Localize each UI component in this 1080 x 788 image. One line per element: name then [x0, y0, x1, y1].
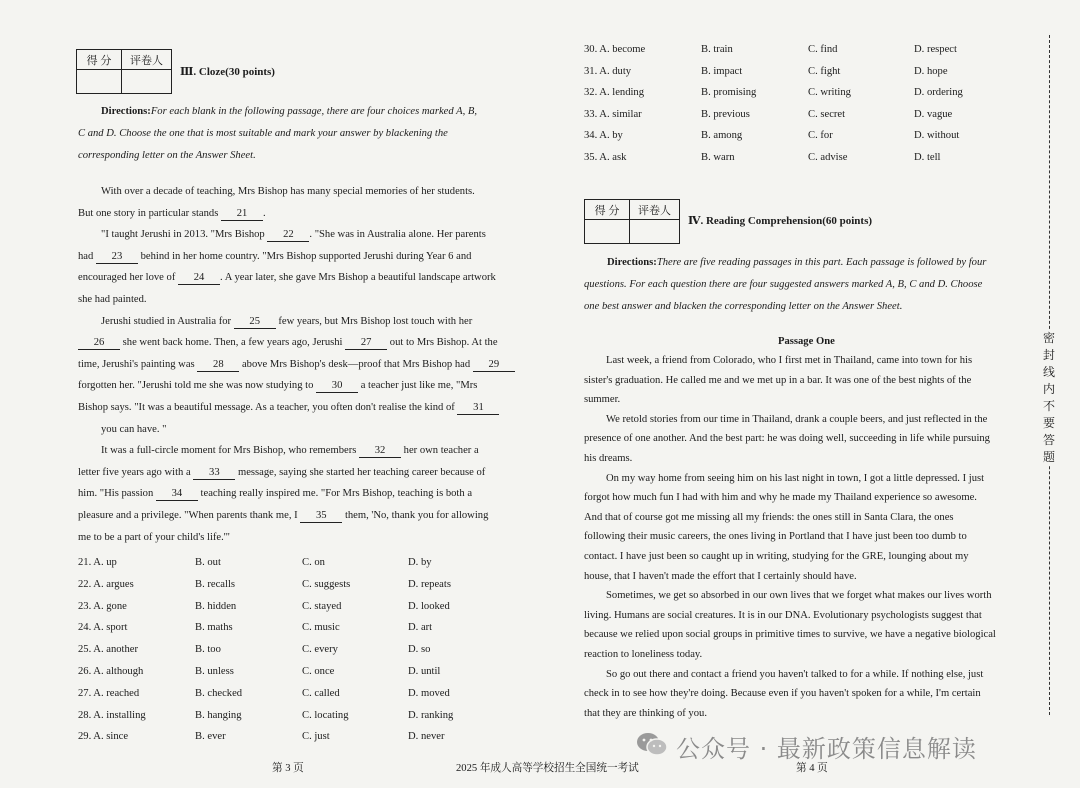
answer-option: D. respect — [914, 44, 957, 55]
answer-option: C. just — [302, 731, 330, 743]
answer-option: C. for — [808, 130, 833, 141]
cloze-blank: 30 — [316, 380, 358, 393]
directions-line: For each blank in the following passage, there are four choices marked A, B, — [150, 106, 478, 117]
passage-line — [78, 208, 266, 221]
question-option-a: 28. A. installing — [78, 709, 146, 721]
passage-text: teaching really inspired me. "For Mrs Bishop, teaching is both a — [197, 488, 473, 500]
answer-option: C. music — [302, 622, 340, 634]
answer-option: B. train — [701, 44, 733, 55]
passage-text: forgotten her. "Jerushi told me she was now studying to — [78, 380, 317, 392]
question-option-a: 27. A. reached — [78, 687, 140, 699]
score-label: 得 分 — [77, 50, 122, 70]
passage-line: On my way home from seeing him on his last night in town, I got a little depressed. I just — [606, 472, 985, 484]
directions-label: Directions: — [101, 106, 151, 117]
answer-option: C. stayed — [302, 600, 342, 612]
answer-option: C. suggests — [302, 578, 351, 590]
passage-line — [78, 359, 515, 372]
score-cell — [585, 220, 630, 244]
directions-line: C and D. Choose the one that is most suitable and mark your answer by blackening the — [78, 128, 448, 139]
passage-title: Passage One — [778, 336, 835, 347]
passage-line — [78, 380, 477, 393]
watermark — [636, 728, 977, 764]
passage-text: But one story in particular stands — [78, 207, 221, 219]
passage-line — [78, 510, 488, 523]
passage-text: behind in her home country. "Mrs Bishop supported Jerushi during Year 6 and — [137, 250, 472, 262]
answer-option: D. hope — [914, 65, 948, 77]
answer-option: D. ordering — [914, 87, 963, 98]
answer-option: C. every — [302, 644, 338, 656]
passage-line — [78, 402, 499, 415]
cloze-blank: 21 — [221, 208, 263, 221]
answer-option: B. hidden — [195, 600, 237, 612]
passage-text: letter five years ago with a — [78, 466, 194, 478]
cloze-blank: 27 — [345, 337, 387, 350]
section-title-cloze: Ⅲ. Cloze(30 points) — [180, 66, 275, 78]
question-option-a: 31. A. duty — [584, 65, 632, 77]
answer-option: C. find — [808, 44, 838, 55]
answer-option: B. among — [701, 130, 743, 141]
seal-line-note: 密封线内不要答题 — [1040, 330, 1058, 466]
question-option-a: 23. A. gone — [78, 600, 127, 612]
cloze-blank: 29 — [473, 359, 515, 372]
passage-text: time, Jerushi's painting was — [78, 358, 198, 370]
question-option-a: 33. A. similar — [584, 108, 642, 120]
answer-option: C. writing — [808, 87, 851, 98]
question-option-a: 35. A. ask — [584, 151, 627, 163]
cloze-blank: 28 — [197, 359, 239, 372]
section-title-reading: Ⅳ. Reading Comprehension(60 points) — [688, 215, 873, 227]
directions-line: one best answer and blacken the corresponding letter on the Answer Sheet. — [584, 301, 903, 312]
page-number-right: 第 4 页 — [796, 763, 828, 774]
passage-text: . "She was in Australia alone. Her parents — [309, 229, 486, 241]
answer-option: D. until — [408, 666, 441, 677]
answer-option: B. too — [195, 644, 221, 656]
passage-text: me to be a part of your child's life.'" — [78, 531, 230, 543]
cloze-blank: 32 — [359, 445, 401, 458]
exam-title-footer: 2025 年成人高等学校招生全国统一考试 — [456, 763, 639, 774]
passage-text: Bishop says. "It was a beautiful message. As a teacher, you often don't realise the kind of — [78, 402, 458, 413]
question-option-a: 30. A. become — [584, 44, 646, 55]
answer-option: D. without — [914, 130, 960, 141]
passage-text: them, 'No, thank you for allowing — [342, 510, 489, 521]
passage-text: she had painted. — [78, 294, 147, 305]
question-option-a: 26. A. although — [78, 666, 144, 677]
answer-option: D. tell — [914, 151, 941, 163]
passage-line: sister's graduation. He called me and we met up in a bar. It was one of the best nights of the — [584, 374, 972, 386]
passage-text: a teacher just like me, "Mrs — [358, 380, 478, 392]
passage-line — [78, 337, 498, 350]
passage-line — [101, 229, 486, 242]
grader-label: 评卷人 — [630, 200, 680, 220]
passage-line — [78, 272, 496, 285]
question-option-a: 34. A. by — [584, 130, 623, 141]
answer-option: B. recalls — [195, 578, 236, 590]
answer-option: D. ranking — [408, 709, 454, 721]
question-option-a: 32. A. lending — [584, 87, 645, 98]
passage-text: him. "His passion — [78, 488, 156, 500]
grader-label: 评卷人 — [122, 50, 172, 70]
passage-text: had — [78, 250, 96, 262]
cloze-blank: 22 — [267, 229, 309, 242]
passage-line: We retold stories from our time in Thailand, drank a couple beers, and just reflected in the — [606, 413, 988, 425]
passage-text: . — [263, 207, 266, 219]
directions-line: corresponding letter on the Answer Sheet. — [78, 150, 256, 161]
answer-option: B. promising — [701, 87, 757, 98]
answer-option: D. by — [408, 557, 432, 568]
question-option-a: 21. A. up — [78, 557, 117, 568]
passage-line — [78, 251, 471, 264]
passage-text: Jerushi studied in Australia for — [101, 315, 234, 327]
directions-line: There are five reading passages in this part. Each passage is followed by four — [656, 257, 987, 268]
score-box-left — [76, 49, 172, 94]
wechat-icon — [636, 731, 668, 762]
answer-option: B. impact — [701, 65, 743, 77]
passage-line: summer. — [584, 394, 621, 406]
passage-line: contact. I have just been so caught up in writing, studying for the GRE, lounging about my — [584, 551, 969, 562]
directions-line: questions. For each question there are four suggested answers marked A, B, C and D. Choose — [584, 279, 983, 290]
passage-line — [78, 488, 472, 501]
answer-option: B. out — [195, 557, 221, 568]
grader-cell — [630, 220, 680, 244]
answer-option: D. so — [408, 644, 431, 656]
passage-text: message, saying she started her teaching career because of — [235, 466, 486, 478]
passage-line — [101, 316, 472, 329]
question-option-a: 24. A. sport — [78, 622, 128, 634]
answer-option: D. moved — [408, 687, 450, 699]
answer-option: B. previous — [701, 108, 750, 120]
cloze-blank: 33 — [193, 467, 235, 480]
passage-line — [101, 186, 475, 197]
cloze-blank: 25 — [234, 316, 276, 329]
answer-option: B. maths — [195, 622, 233, 634]
answer-option: D. vague — [914, 108, 953, 120]
passage-line: his dreams. — [584, 453, 633, 464]
passage-line: house, that I haven't made the effort that I certainly should have. — [584, 570, 857, 582]
passage-line — [101, 445, 479, 458]
answer-option: C. once — [302, 666, 335, 677]
passage-text: above Mrs Bishop's desk—proof that Mrs Bishop had — [239, 358, 473, 370]
grader-cell — [122, 70, 172, 94]
answer-option: C. fight — [808, 65, 841, 77]
answer-option: B. hanging — [195, 709, 242, 721]
score-box-right — [584, 199, 680, 244]
passage-line: And that of course got me missing all my friends: the ones still in Santa Clara, the ones — [584, 511, 954, 523]
passage-line: following their music careers, the ones living in Portland that I have just been too dumb to — [584, 531, 967, 543]
passage-line: So go out there and contact a friend you haven't talked to for a while. If nothing else, just — [606, 668, 984, 680]
answer-option: D. repeats — [408, 578, 451, 590]
passage-text: . A year later, she gave Mrs Bishop a beautiful landscape artwork — [220, 272, 496, 284]
passage-line: reaction to loneliness today. — [584, 649, 703, 660]
passage-text: out to Mrs Bishop. At the — [387, 337, 498, 349]
answer-option: D. never — [408, 731, 445, 743]
answer-option: C. on — [302, 557, 325, 568]
answer-option: C. locating — [302, 709, 349, 721]
passage-line: forgot how much fun I had with him and why he made my Thailand experience so awesome. — [584, 492, 977, 504]
question-option-a: 29. A. since — [78, 731, 129, 743]
cloze-blank: 26 — [78, 337, 120, 350]
passage-text: her own teacher a — [401, 445, 479, 457]
passage-text: she went back home. Then, a few years ago, Jerushi — [120, 337, 346, 349]
cloze-blank: 23 — [96, 251, 138, 264]
passage-text: encouraged her love of — [78, 272, 179, 284]
answer-option: B. checked — [195, 687, 243, 699]
passage-line — [78, 532, 230, 543]
passage-text: you can have. " — [101, 423, 167, 435]
passage-line — [78, 467, 485, 480]
score-label: 得 分 — [585, 200, 630, 220]
passage-line: Sometimes, we get so absorbed in our own lives that we forget what makes our lives worth — [606, 590, 992, 602]
page-number-left: 第 3 页 — [272, 763, 304, 774]
passage-line: presence of one another. And the best part: he was doing well, succeeding in life while pursuing — [584, 433, 990, 445]
passage-text: pleasure and a privilege. "When parents thank me, I — [78, 510, 301, 521]
passage-line: that they are thinking of you. — [584, 707, 707, 719]
answer-option: C. called — [302, 687, 340, 699]
answer-option: B. ever — [195, 731, 226, 743]
passage-text: It was a full-circle moment for Mrs Bishop, who remembers — [101, 445, 360, 457]
question-option-a: 25. A. another — [78, 644, 139, 656]
score-cell — [77, 70, 122, 94]
watermark-text: 公众号 · 最新政策信息解读 — [676, 734, 977, 763]
answer-option: C. advise — [808, 151, 848, 163]
passage-line — [78, 294, 147, 305]
passage-line: living. Humans are social creatures. It is in our DNA. Evolutionary psychologists suggest that — [584, 609, 982, 621]
cloze-blank: 35 — [300, 510, 342, 523]
answer-option: D. looked — [408, 600, 450, 612]
passage-line: check in to see how they're doing. Because even if you haven't spoken for a while, I'm certain — [584, 688, 981, 700]
cloze-blank: 34 — [156, 488, 198, 501]
passage-line — [101, 424, 167, 435]
answer-option: B. warn — [701, 151, 735, 163]
question-option-a: 22. A. argues — [78, 578, 134, 590]
answer-option: D. art — [408, 622, 433, 634]
cloze-blank: 31 — [457, 402, 499, 415]
passage-line: Last week, a friend from Colorado, who I first met in Thailand, came into town for his — [606, 355, 973, 366]
cloze-blank: 24 — [178, 272, 220, 285]
answer-option: B. unless — [195, 666, 234, 677]
passage-text: few years, but Mrs Bishop lost touch with her — [275, 315, 473, 327]
passage-text: With over a decade of teaching, Mrs Bishop has many special memories of her students. — [101, 186, 475, 197]
directions-label: Directions: — [607, 257, 657, 268]
passage-line: because we relied upon social groups in primitive times to survive, we have a negative biological — [584, 629, 996, 641]
passage-text: "I taught Jerushi in 2013. "Mrs Bishop — [101, 229, 268, 241]
answer-option: C. secret — [808, 108, 846, 120]
